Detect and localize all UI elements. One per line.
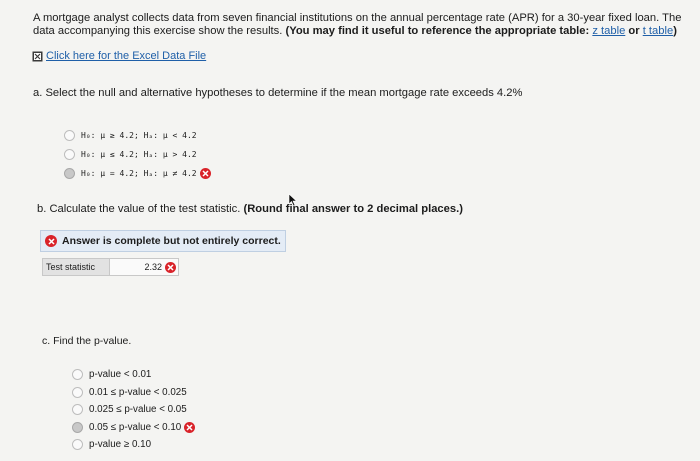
excel-link-text[interactable]: Click here for the Excel Data File xyxy=(46,50,207,62)
part-c-option-4[interactable] xyxy=(72,419,195,437)
radio-button-selected[interactable] xyxy=(64,168,75,179)
part-c-question: c. Find the p-value. xyxy=(42,335,132,347)
x-circle-icon xyxy=(45,235,57,247)
option-label: H₀: μ = 4.2; Hₐ: μ ≠ 4.2 xyxy=(81,169,197,178)
z-table-link[interactable]: z table xyxy=(592,25,626,37)
radio-button[interactable] xyxy=(64,130,75,141)
radio-button[interactable] xyxy=(72,369,83,380)
part-c-option-5[interactable] xyxy=(72,436,195,454)
x-circle-icon xyxy=(184,422,195,433)
part-b-question: b. Calculate the value of the test statistic. (Round final answer to 2 decimal places.) xyxy=(37,203,463,215)
x-circle-icon xyxy=(200,168,211,179)
part-c-option-3[interactable] xyxy=(72,401,195,419)
radio-button[interactable] xyxy=(72,404,83,415)
option-label: H₀: μ ≤ 4.2; Hₐ: μ > 4.2 xyxy=(81,150,197,159)
problem-intro: A mortgage analyst collects data from seven financial institutions on the annual percentage rate (APR) for a 30-year fixed loan. The data accompanying this exercise show the results. (You may find it useful to reference the appropriate table: z table or t table) xyxy=(33,12,682,37)
radio-button[interactable] xyxy=(64,149,75,160)
excel-file-icon xyxy=(32,51,43,62)
part-a-question: a. Select the null and alternative hypotheses to determine if the mean mortgage rate exceeds 4.2% xyxy=(33,87,523,99)
test-statistic-input[interactable] xyxy=(110,259,178,275)
part-c-option-1[interactable] xyxy=(72,366,195,384)
radio-button[interactable] xyxy=(72,387,83,398)
test-statistic-label: Test statistic xyxy=(43,259,110,275)
option-label: 0.025 ≤ p-value < 0.05 xyxy=(89,404,187,416)
x-circle-icon xyxy=(165,262,176,273)
t-table-link[interactable]: t table xyxy=(642,25,674,37)
option-label: p-value < 0.01 xyxy=(89,369,152,381)
option-label: p-value ≥ 0.10 xyxy=(89,439,152,451)
answer-status-banner xyxy=(40,230,286,252)
part-c-option-2[interactable] xyxy=(72,384,195,402)
option-label: 0.01 ≤ p-value < 0.025 xyxy=(89,386,187,398)
test-statistic-table xyxy=(42,258,179,276)
part-a-option-3[interactable] xyxy=(64,164,211,183)
part-c-options xyxy=(72,366,195,454)
radio-button-selected[interactable] xyxy=(72,422,83,433)
test-statistic-value: 2.32 xyxy=(144,262,162,272)
answer-status-text: Answer is complete but not entirely correct. xyxy=(62,235,281,247)
option-label: 0.05 ≤ p-value < 0.10 xyxy=(89,421,182,433)
radio-button[interactable] xyxy=(72,439,83,450)
option-label: H₀: μ ≥ 4.2; Hₐ: μ < 4.2 xyxy=(81,131,197,140)
excel-data-link[interactable] xyxy=(32,50,206,62)
part-a-option-2[interactable] xyxy=(64,145,211,164)
part-a-option-1[interactable] xyxy=(64,126,211,145)
part-a-options xyxy=(64,126,211,183)
